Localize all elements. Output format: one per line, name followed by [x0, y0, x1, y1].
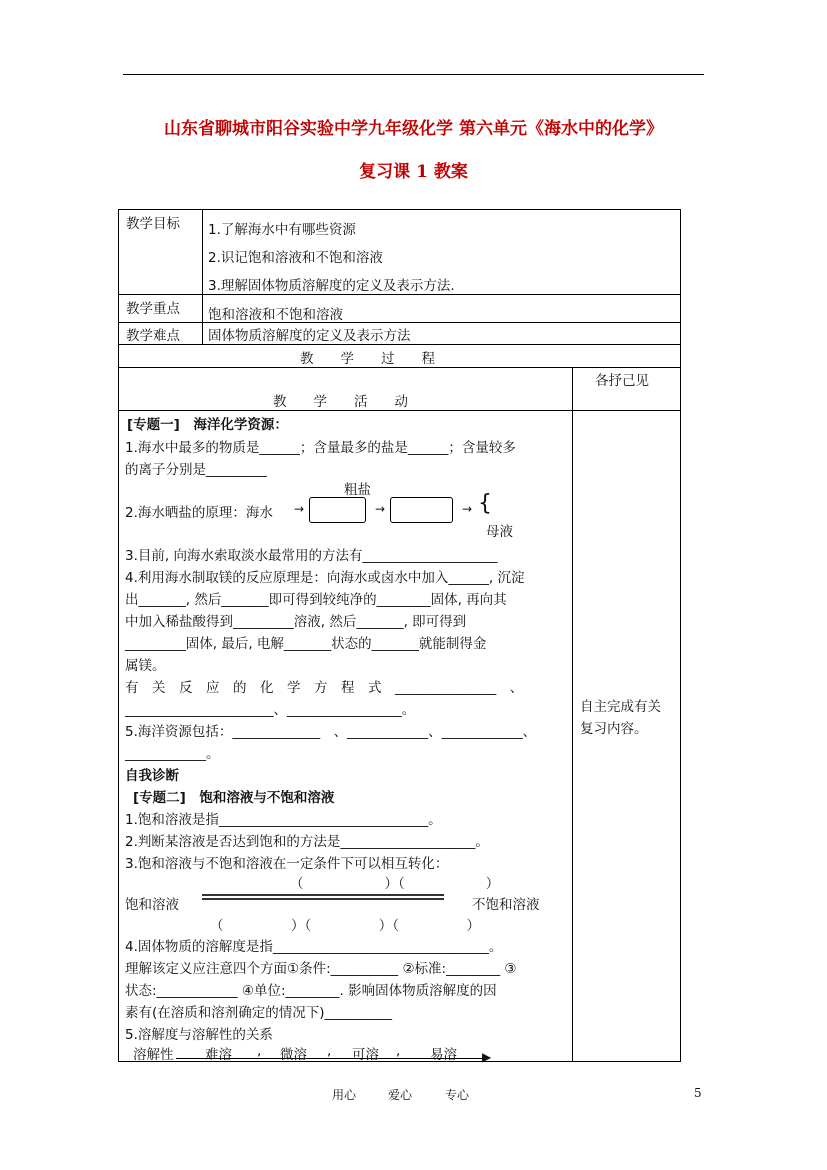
conversion-bottom-blanks: （ ）（ ）（ ） [210, 918, 480, 934]
saturated-label: 饱和溶液 [125, 897, 179, 913]
process-header: 教 学 过 程 [300, 351, 435, 367]
question-1-cont: 的离子分别是_________ [125, 462, 267, 478]
tick-mark: , [257, 1043, 262, 1059]
key-label: 教学重点 [126, 301, 180, 317]
key-text: 饱和溶液和不饱和溶液 [208, 307, 343, 323]
side-header: 各抒己见 [595, 373, 649, 389]
question-5-cont: ____________。 [125, 746, 220, 762]
col-divider [202, 209, 203, 344]
self-check-heading: 自我诊断 [125, 768, 179, 784]
crude-salt-label: 粗盐 [344, 482, 371, 498]
solubility-q4-cont: 理解该定义应注意四个方面①条件:__________ ②标准:________ ③ [125, 961, 517, 977]
arrow-icon: → [462, 502, 473, 516]
answer-box [309, 497, 366, 523]
activity-header: 教 学 活 动 [273, 394, 408, 410]
answer-box [390, 497, 453, 523]
brace-icon: { [478, 491, 492, 516]
question-4: 4.利用海水制取镁的反应原理是：向海水或卤水中加入______, 沉淀 [125, 570, 525, 586]
question-4-cont: 有 关 反 应 的 化 学 方 程 式 _______________ 、 [125, 680, 524, 696]
row-divider [118, 410, 681, 411]
solubility-q4: 4.固体物质的溶解度是指________________________________。 [125, 939, 503, 955]
side-note: 自主完成有关 [580, 699, 661, 715]
question-4-cont: 属镁。 [125, 658, 166, 674]
footer-motto: 爱心 [388, 1088, 413, 1102]
question-4-cont: 出_______, 然后_______即可得到较纯净的________固体, 再向其 [125, 592, 507, 608]
footer-motto: 专心 [445, 1088, 470, 1102]
solubility-item: 微溶 [280, 1047, 307, 1063]
question-4-cont: ______________________、_________________。 [125, 702, 416, 718]
question-1: 1.海水中最多的物质是______；含量最多的盐是______；含量较多 [125, 440, 516, 456]
goal-item: 2.识记饱和溶液和不饱和溶液 [208, 250, 383, 266]
solubility-item: 易溶 [430, 1047, 457, 1063]
solubility-q5: 5.溶解度与溶解性的关系 [125, 1027, 273, 1043]
row-divider [118, 344, 681, 345]
question-2: 2.海水晒盐的原理：海水 [125, 505, 273, 521]
mother-liquor-label: 母液 [486, 524, 513, 540]
topic1-title: [专题一] 海洋化学资源： [127, 417, 288, 433]
solubility-q4-cont: 状态:____________ ④单位:________. 影响固体物质溶解度的因 [125, 983, 497, 999]
question-5: 5.海洋资源包括：_____________ 、____________、____________、 [125, 724, 537, 740]
unsaturated-label: 不饱和溶液 [472, 897, 540, 913]
page-number: 5 [694, 1086, 702, 1100]
arrow-icon: ▶ [482, 1050, 492, 1064]
difficulty-label: 教学难点 [126, 328, 180, 344]
col-divider [572, 367, 573, 1062]
tick-mark: , [327, 1043, 332, 1059]
tick-mark: , [396, 1043, 401, 1059]
solubility-scale-label: 溶解性 [133, 1047, 174, 1063]
saturation-q2: 2.判断某溶液是否达到饱和的方法是____________________。 [125, 834, 489, 850]
conversion-arrow-lower [202, 898, 444, 900]
solubility-item: 难溶 [205, 1047, 232, 1063]
document-subtitle: 复习课 1 教案 [359, 162, 468, 182]
conversion-top-blanks: （ ）（ ） [290, 876, 500, 892]
question-4-cont: _________固体, 最后, 电解_______状态的_______就能制得金 [125, 636, 487, 652]
goal-item: 3.理解固体物质溶解度的定义及表示方法. [208, 278, 455, 294]
topic2-title: [专题二] 饱和溶液与不饱和溶液 [133, 790, 335, 806]
goal-item: 1.了解海水中有哪些资源 [208, 222, 356, 238]
arrow-icon: → [294, 502, 305, 516]
row-divider [118, 367, 681, 368]
goal-label: 教学目标 [126, 216, 180, 232]
solubility-item: 可溶 [352, 1047, 379, 1063]
question-4-cont: 中加入稀盐酸得到_________溶液, 然后_______, 即可得到 [125, 614, 467, 630]
solubility-q4-cont: 素有(在溶质和溶剂确定的情况下)__________ [125, 1005, 393, 1021]
saturation-q1: 1.饱和溶液是指_______________________________。 [125, 812, 442, 828]
question-3: 3.目前, 向海水索取淡水最常用的方法有____________________ [125, 548, 498, 564]
saturation-q3: 3.饱和溶液与不饱和溶液在一定条件下可以相互转化： [125, 856, 449, 872]
document-title: 山东省聊城市阳谷实验中学九年级化学 第六单元《海水中的化学》 [164, 119, 663, 139]
conversion-arrow-upper [202, 894, 444, 896]
header-rule [123, 74, 704, 75]
side-note: 复习内容。 [580, 721, 648, 737]
difficulty-text: 固体物质溶解度的定义及表示方法 [208, 328, 411, 344]
footer-motto: 用心 [332, 1088, 357, 1102]
arrow-icon: → [375, 502, 386, 516]
